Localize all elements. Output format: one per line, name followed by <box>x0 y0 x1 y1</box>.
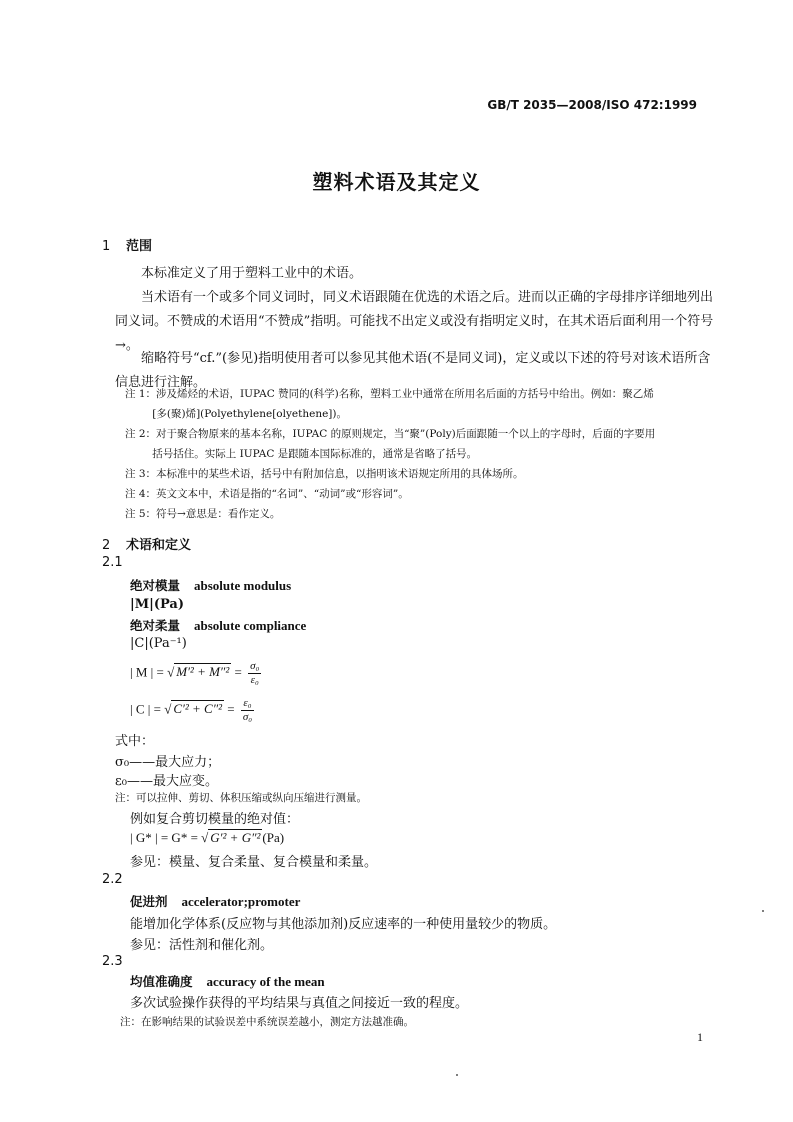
term-absolute-compliance-symbol: |C|(Pa⁻¹) <box>130 636 187 651</box>
clause-2-1-see-also: 参见：模量、复合柔量、复合模量和柔量。 <box>130 855 378 870</box>
term-absolute-modulus-symbol: |M|(Pa) <box>130 597 184 612</box>
term-absolute-compliance: 绝对柔量 absolute compliance <box>130 618 307 633</box>
scan-speck <box>456 1074 458 1076</box>
section-2-title: 术语和定义 <box>126 538 192 553</box>
clause-2-1-note: 注：可以拉伸、剪切、体积压缩或纵向压缩进行测量。 <box>115 792 367 804</box>
term-accelerator: 促进剂 accelerator;promoter <box>130 894 301 909</box>
scope-note-3: 注 3：本标准中的某些术语，括号中有附加信息，以指明该术语规定所用的具体场所。 <box>125 468 524 480</box>
formula-c-fraction: $\frac{\text{ε₀}}{\text{σ₀}}$ <box>242 697 253 723</box>
clause-2-1-number: 2.1 <box>102 555 123 570</box>
clause-2-1-example: 例如复合剪切模量的绝对值： <box>130 812 300 827</box>
scope-paragraph-1: 本标准定义了用于塑料工业中的术语。 <box>141 266 363 281</box>
section-2-number: 2 <box>102 538 111 553</box>
formula-m-fraction: $\frac{\text{σ₀}}{\text{ε₀}}$ <box>250 660 260 686</box>
clause-2-3-note: 注：在影响结果的试验误差中系统误差越小，测定方法越准确。 <box>120 1016 414 1028</box>
standard-code: GB/T 2035—2008/ISO 472:1999 <box>487 98 697 112</box>
section-1-title: 范围 <box>126 239 153 254</box>
clause-2-3-number: 2.3 <box>102 954 123 969</box>
clause-2-3-definition: 多次试验操作获得的平均结果与真值之间接近一致的程度。 <box>130 996 469 1011</box>
where-epsilon: ε₀——最大应变。 <box>115 774 218 789</box>
scan-speck <box>762 910 764 912</box>
term-absolute-modulus: 绝对模量 absolute modulus <box>130 578 292 593</box>
formula-absolute-modulus: | M | = √ M′² + M″² = $\frac{\text{σ₀}}{\text{ε₀}}$ <box>130 660 260 686</box>
clause-2-2-definition: 能增加化学体系(反应物与其他添加剂)反应速率的一种使用量较少的物质。 <box>130 917 557 932</box>
scope-paragraph-3: 缩略符号“cf.”(参见)指明使用者可以参见其他术语(不是同义词)，定义或以下述的符号对该术语所含信息进行注解。 <box>115 351 711 390</box>
page-number: 1 <box>697 1030 703 1044</box>
formula-complex-shear: | G* | = G* = √ G′² + G″² (Pa) <box>130 830 285 845</box>
term-accuracy-of-mean: 均值准确度 accuracy of the mean <box>130 974 325 989</box>
section-1-heading <box>102 235 152 254</box>
formula-absolute-compliance: | C | = √ C′² + C″² = $\frac{\text{ε₀}}{\text{σ₀}}$ <box>130 697 253 723</box>
page-title: 塑料术语及其定义 <box>312 170 481 194</box>
where-label: 式中： <box>115 734 155 749</box>
scope-note-4: 注 4：英文文本中，术语是指的“名词”、“动词”或“形容词”。 <box>125 488 409 500</box>
scope-paragraph-2: 当术语有一个或多个同义词时，同义术语跟随在优选的术语之后。进而以正确的字母排序详细地列出同义词。不赞成的术语用“不赞成”指明。可能找不出定义或没有指明定义时，在其术语后面利用一个符号→。 <box>115 290 714 353</box>
scope-note-5: 注 5：符号→意思是：看作定义。 <box>125 508 281 520</box>
scope-note-1: 注 1：涉及烯烃的术语，IUPAC 赞同的(科学)名称，塑料工业中通常在所用名后面的方括号中给出。例如：聚乙烯 [多(聚)烯](Polyethylene[olyethene])。 <box>125 388 654 420</box>
clause-2-2-see-also: 参见：活性剂和催化剂。 <box>130 938 274 953</box>
clause-2-2-number: 2.2 <box>102 872 123 887</box>
scope-note-2: 注 2：对于聚合物原来的基本名称，IUPAC 的原则规定，当“聚”(Poly)后面跟随一个以上的字母时，后面的字要用 括号括住。实际上 IUPAC 是跟随本国际标准的，通常是省略了括号。 <box>125 428 656 460</box>
section-2-heading <box>102 534 191 553</box>
where-sigma: σ₀——最大应力； <box>115 755 221 770</box>
section-1-number: 1 <box>102 239 111 254</box>
